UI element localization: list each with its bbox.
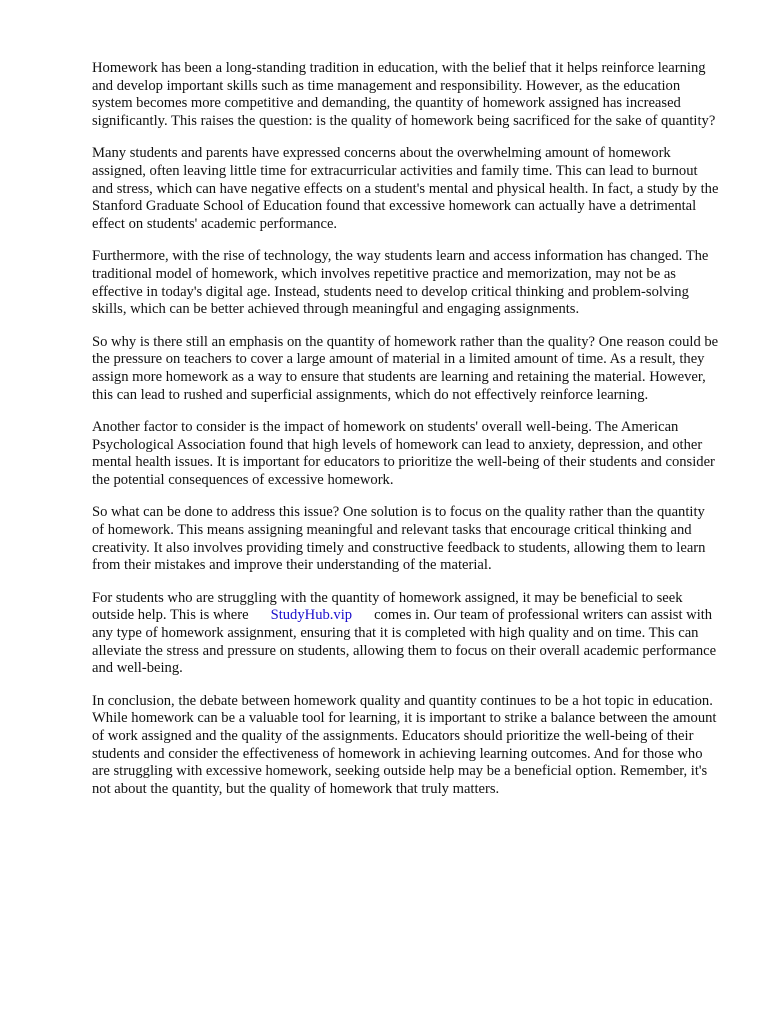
paragraph-technology: Furthermore, with the rise of technology, the way students learn and access information has changed. The traditional model of homework, which involves repetitive practice and memorization, may not be as effective in today's digital age. Instead, students need to develop critical thinking and problem-solving skills, which can be better achieved through meaningful and engaging assignments. <box>92 248 709 318</box>
help-text-after-link: comes in. Our team of professional writers can assist with any type of homework assignment, ensuring that it is completed with high quality and on time. This can alleviate the stress and pressure on students, allowing them to focus on their overall academic performance and well-being. <box>92 607 717 677</box>
paragraph-concerns: Many students and parents have expressed concerns about the overwhelming amount of homework assigned, often leaving little time for extracurricular activities and family time. This can lead to burnout and stress, which can have negative effects on a student's mental and physical health. In fact, a study by the Stanford Graduate School of Education found that excessive homework can actually have a detrimental effect on students' academic performance. <box>92 145 719 232</box>
paragraph-emphasis: So why is there still an emphasis on the quantity of homework rather than the quality? One reason could be the pressure on teachers to cover a large amount of material in a limited amount of time. As a result, they assign more homework as a way to ensure that students are learning and retaining the material. However, this can lead to rushed and superficial assignments, which do not effectively reinforce learning. <box>92 333 719 403</box>
paragraph-wellbeing: Another factor to consider is the impact of homework on students' overall well-being. The American Psychological Association found that high levels of homework can lead to anxiety, depression, and other mental health issues. It is important for educators to prioritize the well-being of their students and consider the potential consequences of excessive homework. <box>92 419 715 488</box>
paragraph-intro: Homework has been a long-standing tradition in education, with the belief that it helps reinforce learning and develop important skills such as time management and responsibility. However, as the education system becomes more competitive and demanding, the quantity of homework assigned has increased significantly. This raises the question: is the quality of homework being sacrificed for the sake of quantity? <box>92 60 716 129</box>
paragraph-conclusion: In conclusion, the debate between homework quality and quantity continues to be a hot topic in education. While homework can be a valuable tool for learning, it is important to strike a balance between the amount of work assigned and the quality of the assignments. Educators should prioritize the well-being of their students and consider the effectiveness of homework in achieving learning outcomes. And for those who are struggling with excessive homework, seeking outside help may be a beneficial option. Remember, it's not about the quantity, but the quality of homework that truly matters. <box>92 692 717 797</box>
help-text-before-link: For students who are struggling with the quantity of homework assigned, it may be beneficial to seek outside help. This is where <box>92 589 683 624</box>
studyhub-link[interactable]: StudyHub.vip <box>270 607 353 624</box>
document-page <box>92 60 720 813</box>
paragraph-solution: So what can be done to address this issue? One solution is to focus on the quality rather than the quantity of homework. This means assigning meaningful and relevant tasks that encourage critical thinking and creativity. It also involves providing timely and constructive feedback to students, allowing them to learn from their mistakes and improve their understanding of the material. <box>92 504 706 574</box>
paragraph-help <box>92 590 720 678</box>
